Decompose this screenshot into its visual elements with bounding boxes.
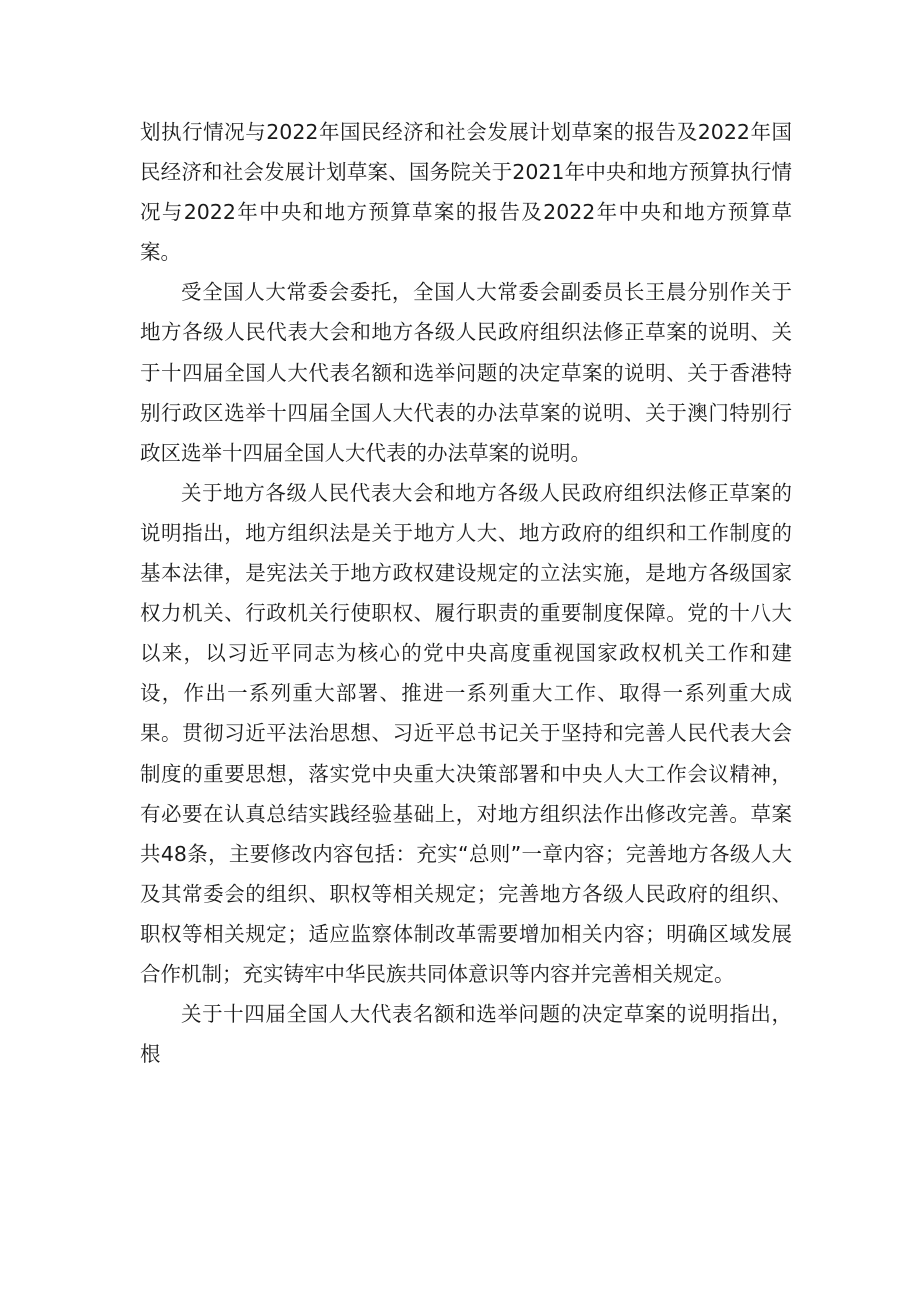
paragraph-local-organization-law: 关于地方各级人民代表大会和地方各级人民政府组织法修正草案的说明指出，地方组织法是关于地方人大、地方政府的组织和工作制度的基本法律，是宪法关于地方政权建设规定的立法实施，是地方各级国家权力机关、行政机关行使职权、履行职责的重要制度保障。党的十八大以来，以习近平同志为核心的党中央高度重视国家政权机关工作和建设，作出一系列重大部署、推进一系列重大工作、取得一系列重大成果。贯彻习近平法治思想、习近平总书记关于坚持和完善人民代表大会制度的重要思想，落实党中央重大决策部署和中央人大工作会议精神，有必要在认真总结实践经验基础上，对地方组织法作出修改完善。草案共48条，主要修改内容包括：充实“总则”一章内容；完善地方各级人大及其常委会的组织、职权等相关规定；完善地方各级人民政府的组织、职权等相关规定；适应监察体制改革需要增加相关内容；明确区域发展合作机制；充实铸牢中华民族共同体意识等内容并完善相关规定。 — [140, 480, 792, 986]
document-body — [140, 112, 792, 1074]
paragraph-continued: 划执行情况与2022年国民经济和社会发展计划草案的报告及2022年国民经济和社会发展计划草案、国务院关于2021年中央和地方预算执行情况与2022年中央和地方预算草案的报告及2022年中央和地方预算草案。 — [140, 120, 792, 265]
paragraph-commission-explanations: 受全国人大常委会委托，全国人大常委会副委员长王晨分别作关于地方各级人民代表大会和地方各级人民政府组织法修正草案的说明、关于十四届全国人大代表名额和选举问题的决定草案的说明、关于香港特别行政区选举十四届全国人大代表的办法草案的说明、关于澳门特别行政区选举十四届全国人大代表的办法草案的说明。 — [140, 280, 792, 465]
paragraph-deputies-quota: 关于十四届全国人大代表名额和选举问题的决定草案的说明指出，根 — [140, 1002, 792, 1067]
